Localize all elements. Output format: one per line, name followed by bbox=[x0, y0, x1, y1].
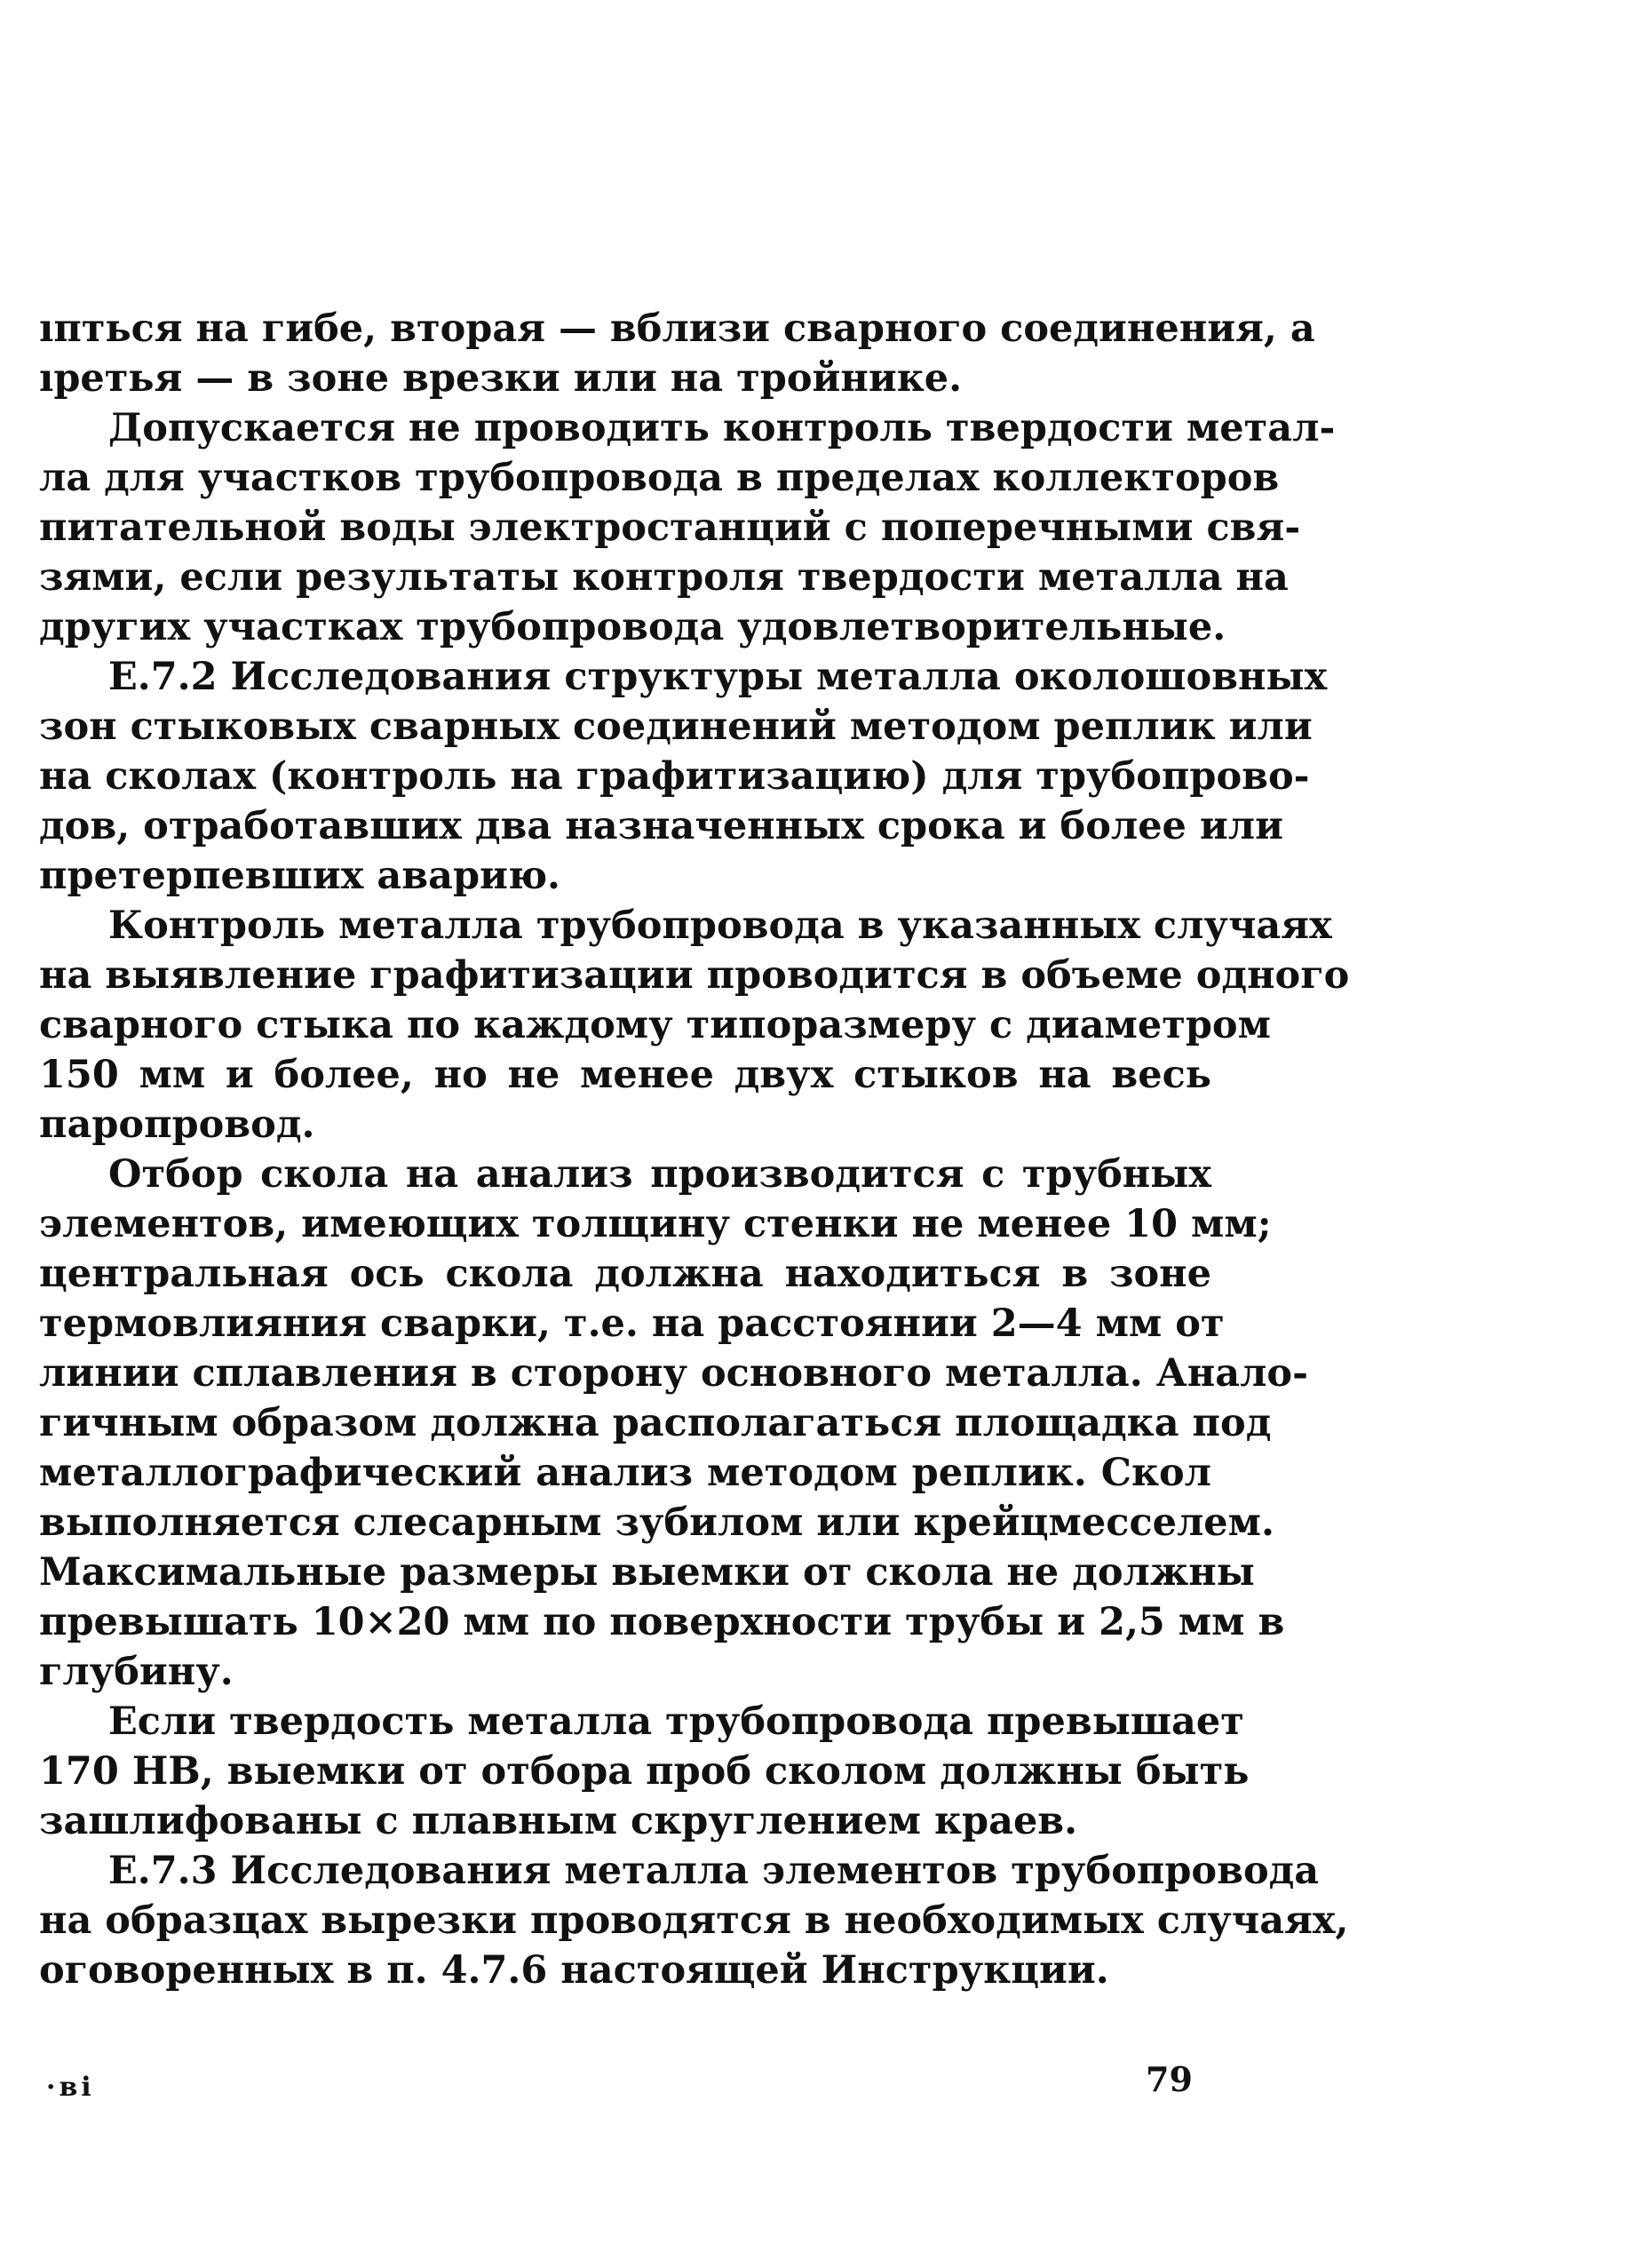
text-line: питательной воды электростанций с поперечными свя- bbox=[39, 505, 1301, 550]
paragraph bbox=[39, 304, 1315, 403]
paragraph bbox=[39, 1697, 1250, 1846]
text-line: глубину. bbox=[39, 1650, 234, 1694]
text-line: претерпевших аварию. bbox=[39, 854, 561, 898]
text-line: металлографический анализ методом реплик. Скол bbox=[39, 1451, 1211, 1495]
paragraph bbox=[39, 403, 1336, 652]
text-line: на образцах вырезки проводятся в необходимых случаях, bbox=[39, 1898, 1349, 1943]
text-line: ıретья — в зоне врезки или на тройнике. bbox=[39, 356, 963, 401]
text-line: линии сплавления в сторону основного металла. Анало- bbox=[39, 1351, 1308, 1396]
text-line: превышать 10×20 мм по поверхности трубы и 2,5 мм в bbox=[39, 1600, 1285, 1644]
text-line: Контроль металла трубопровода в указанных случаях bbox=[108, 903, 1332, 948]
text-line: 150 мм и более, но не менее двух стыков на весь bbox=[39, 1053, 1211, 1097]
text-line: зашлифованы с плавным скруглением краев. bbox=[39, 1799, 1078, 1843]
paragraph bbox=[39, 901, 1350, 1150]
text-line: Отбор скола на анализ производится с трубных bbox=[108, 1152, 1211, 1197]
footer-mark: ·ві bbox=[46, 2072, 95, 2103]
text-line: термовлияния сварки, т.е. на расстоянии 2—4 мм от bbox=[39, 1301, 1225, 1346]
text-line: Если твердость металла трубопровода превышает bbox=[108, 1699, 1244, 1744]
text-line: на сколах (контроль на графитизацию) для трубопрово- bbox=[39, 754, 1310, 799]
text-line: элементов, имеющих толщину стенки не менее 10 мм; bbox=[39, 1202, 1272, 1246]
text-line: зями, если результаты контроля твердости металла на bbox=[39, 555, 1289, 600]
text-line: центральная ось скола должна находиться в зоне bbox=[39, 1252, 1211, 1296]
text-line: гичным образом должна располагаться площадка под bbox=[39, 1401, 1272, 1445]
text-line: паропровод. bbox=[39, 1102, 315, 1147]
text-line: 170 НВ, выемки от отбора проб сколом должны быть bbox=[39, 1749, 1250, 1794]
text-line: ıпться на гибе, вторая — вблизи сварного соединения, а bbox=[39, 306, 1315, 351]
text-line: зон стыковых сварных соединений методом реплик или bbox=[39, 704, 1313, 749]
text-line: сварного стыка по каждому типоразмеру с диаметром bbox=[39, 1003, 1271, 1047]
text-line: ла для участков трубопровода в пределах коллекторов bbox=[39, 456, 1280, 500]
text-line: других участках трубопровода удовлетворительные. bbox=[39, 605, 1226, 649]
text-line: Допускается не проводить контроль твердости метал- bbox=[108, 406, 1336, 450]
page-number: 79 bbox=[1146, 2059, 1193, 2099]
text-line: Максимальные размеры выемки от скола не должны bbox=[39, 1550, 1255, 1595]
text-line: Е.7.3 Исследования металла элементов трубопровода bbox=[108, 1849, 1320, 1893]
text-line: дов, отработавших два назначенных срока и более или bbox=[39, 804, 1283, 848]
body-text bbox=[39, 304, 1350, 1995]
text-line: выполняется слесарным зубилом или крейцмесселем. bbox=[39, 1500, 1274, 1545]
paragraph bbox=[39, 1150, 1308, 1697]
paragraph bbox=[39, 1846, 1349, 1995]
text-line: оговоренных в п. 4.7.6 настоящей Инструкции. bbox=[39, 1948, 1109, 1993]
text-line: Е.7.2 Исследования структуры металла околошовных bbox=[108, 655, 1328, 699]
paragraph bbox=[39, 652, 1328, 901]
text-line: на выявление графитизации проводится в объеме одного bbox=[39, 953, 1350, 998]
